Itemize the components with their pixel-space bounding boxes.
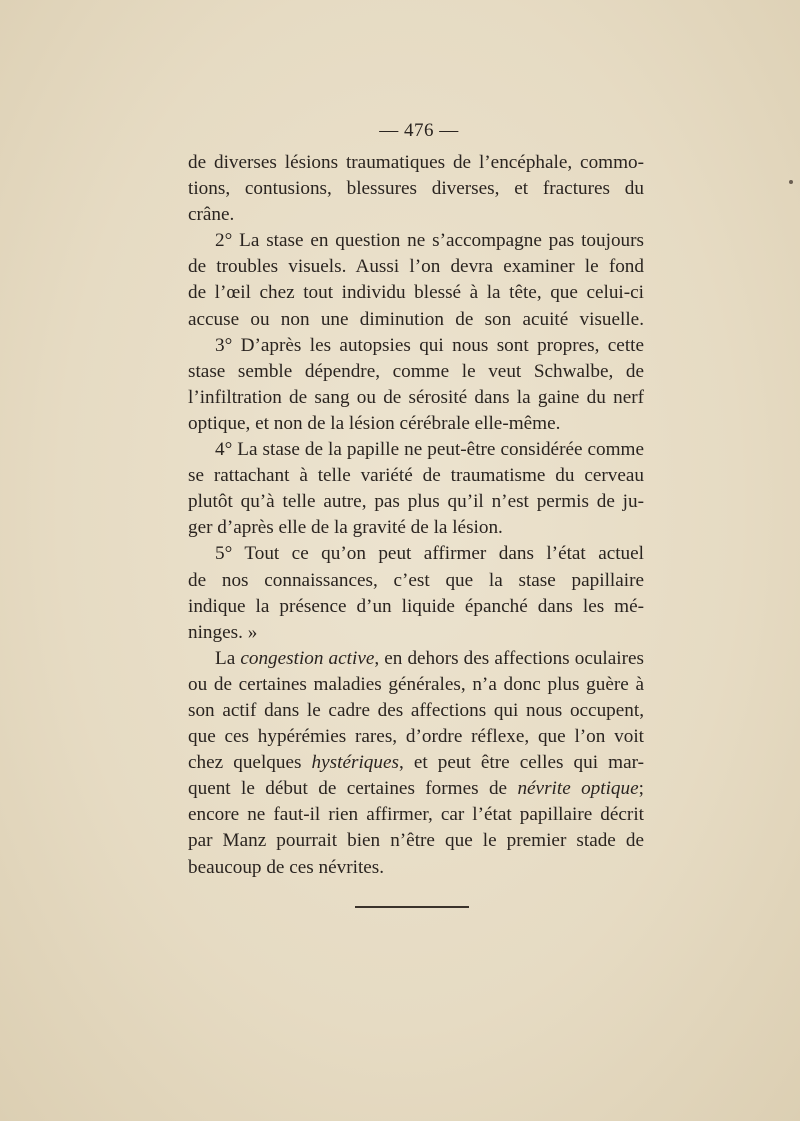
line-text: chez quelques xyxy=(188,752,312,774)
text-line: 5° Tout ce qu’on peut affirmer dans l’état actuel xyxy=(215,543,644,565)
italic-term: hystériques xyxy=(311,752,399,774)
text-line: tions, contusions, blessures diverses, et fractures du xyxy=(188,178,644,200)
text-line: de troubles visuels. Aussi l’on devra examiner le fond xyxy=(188,256,644,278)
italic-term: congestion active xyxy=(240,647,375,669)
text-line: ger d’après elle de la gravité de la lésion. xyxy=(188,517,503,539)
text-line: encore ne faut-il rien affirmer, car l’état papillaire décrit xyxy=(188,804,644,826)
text-line: de diverses lésions traumatiques de l’encéphale, commo- xyxy=(188,152,644,173)
page-number: — 476 — xyxy=(379,120,459,141)
text-line: se rattachant à telle variété de traumatisme du cerveau xyxy=(188,465,644,487)
text-line: ninges. » xyxy=(188,621,258,643)
text-line: 2° La stase en question ne s’accompagne pas toujours xyxy=(215,230,644,252)
text-line: 4° La stase de la papille ne peut-être considérée comme xyxy=(215,439,644,461)
line-text: quent le début de certaines formes de xyxy=(188,778,518,800)
text-line: par Manz pourrait bien n’être que le premier stade de xyxy=(188,830,644,852)
italic-term: névrite optique xyxy=(517,778,639,800)
text-line: son actif dans le cadre des affections qui nous occupent, xyxy=(188,699,644,721)
line-text: , en dehors des affections oculaires xyxy=(374,647,644,669)
end-rule xyxy=(355,906,469,908)
body-text xyxy=(188,150,644,881)
text-line xyxy=(188,776,644,802)
text-line: l’infiltration de sang ou de sérosité dans la gaine du nerf xyxy=(188,386,644,408)
text-line xyxy=(188,750,644,776)
text-line: plutôt qu’à telle autre, pas plus qu’il n’est permis de ju- xyxy=(188,491,644,513)
text-line: 3° D’après les autopsies qui nous sont propres, cette xyxy=(215,334,644,356)
text-line: accuse ou non une diminution de son acuité visuelle. xyxy=(188,308,644,330)
text-line: que ces hypérémies rares, d’ordre réflexe, que l’on voit xyxy=(188,726,644,748)
line-text: ; xyxy=(638,778,644,800)
page-speck xyxy=(789,180,793,184)
text-line: ou de certaines maladies générales, n’a donc plus guère à xyxy=(188,673,644,695)
text-line: crâne. xyxy=(188,204,235,226)
text-line xyxy=(188,646,644,672)
text-line: optique, et non de la lésion cérébrale elle-même. xyxy=(188,412,561,434)
text-line: de l’œil chez tout individu blessé à la tête, que celui-ci xyxy=(188,282,644,304)
text-line: indique la présence d’un liquide épanché dans les mé- xyxy=(188,595,644,617)
line-text: , et peut être celles qui mar- xyxy=(398,752,644,774)
text-line: stase semble dépendre, comme le veut Schwalbe, de xyxy=(188,360,644,382)
text-line: beaucoup de ces névrites. xyxy=(188,856,385,878)
line-text: La xyxy=(215,647,241,669)
text-line: de nos connaissances, c’est que la stase papillaire xyxy=(188,569,644,591)
